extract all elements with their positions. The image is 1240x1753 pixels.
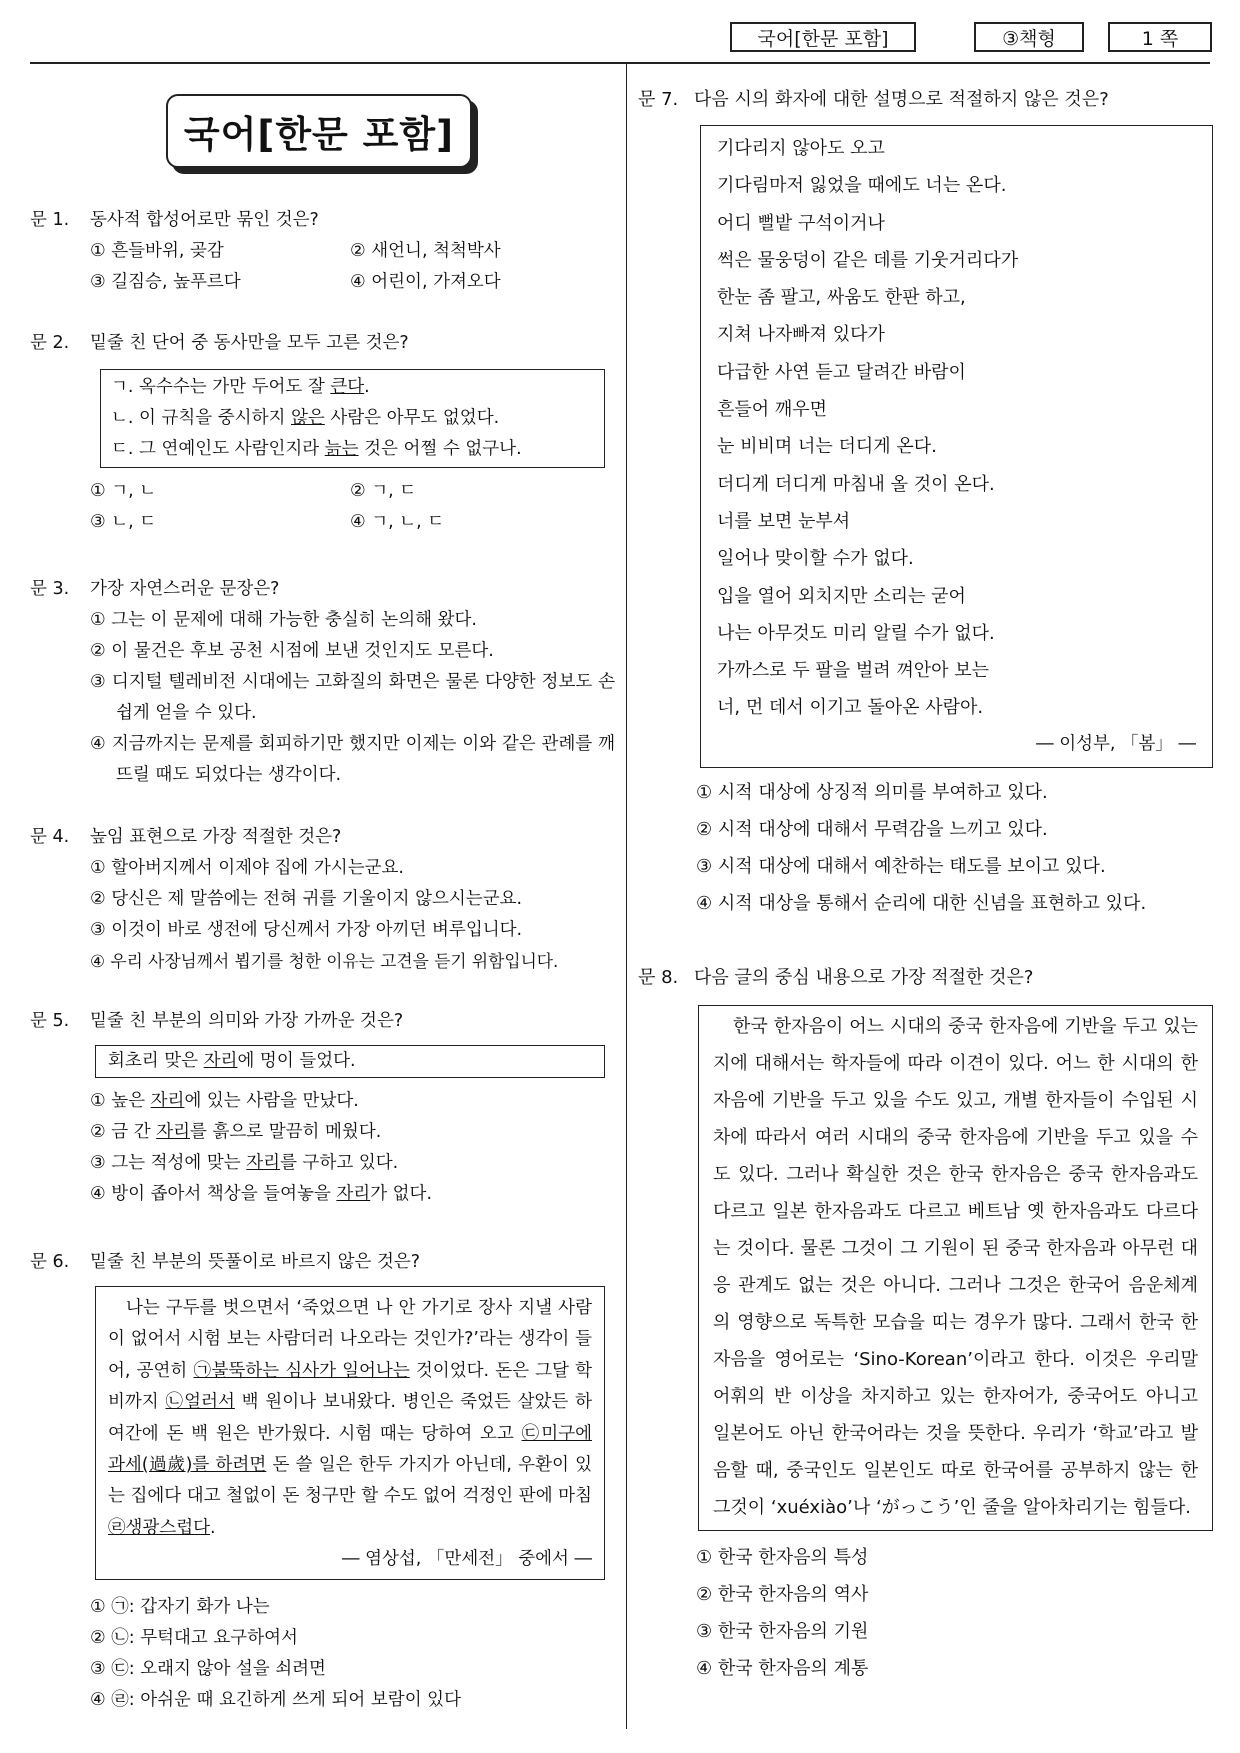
- column-divider: [626, 64, 627, 1729]
- passage-text: 나는 구두를 벗으면서 ‘죽었으면 나 안 가기로 장사 지낼 사람이 없어서 시험 보는 사람더러 나오라는 것인가?’라는 생각이 들어, 공연히 ㉠불뚝하는 심사가 일어나는 것이었다. 돈은 그달 학비까지 ㉡얼러서 백 원이나 보내왔다. 병인은 죽었든 살았든 하여간에 돈 백 원은 반가웠다. 시험 때는 당하여 오고 ㉢미구에 과세(過歲)를 하려면 돈 쓸 일은 한두 가지가 아닌데, 우환이 있는 집에다 대고 철없이 돈 청구만 할 수도 없어 걱정인 판에 마침 ㉣생광스럽다.: [108, 1298, 592, 1538]
- option-3[interactable]: ③ 디지털 텔레비전 시대에는 고화질의 화면은 물론 다양한 정보도 손쉽게 얻을 수 있다.: [90, 672, 615, 723]
- question-prompt: 가장 자연스러운 문장은?: [90, 579, 280, 599]
- question-6: [30, 1247, 615, 1716]
- question-prompt: 밑줄 친 부분의 뜻풀이로 바르지 않은 것은?: [90, 1252, 421, 1272]
- option-2[interactable]: ② 이 물건은 후보 공천 시점에 보낸 것인지도 모른다.: [90, 641, 494, 661]
- question-2: [30, 328, 610, 538]
- option-1[interactable]: ① 그는 이 문제에 대해 가능한 충실히 논의해 왔다.: [90, 610, 477, 630]
- poem-line: 나는 아무것도 미리 알릴 수가 없다.: [717, 622, 995, 644]
- question-prompt: 동사적 합성어로만 묶인 것은?: [90, 210, 319, 230]
- passage-text: 한국 한자음이 어느 시대의 중국 한자음에 기반을 두고 있는지에 대해서는 학자들에 따라 이견이 있다. 어느 한 시대의 한자음에 기반을 두고 있을 수도 있고, 개별 한자들이 수입된 시차에 따라서 여러 시대의 중국 한자음에 기반을 두고 있을 수도 있다. 그러나 확실한 것은 한국 한자음은 중국 한자음과도 다르고 일본 한자음과도 다르고 베트남 옛 한자음과도 다르다는 것이다. 물론 그것이 그 기원이 된 중국 한자음과 아무런 대응 관계도 없는 것은 아니다. 그러나 그것은 한국어 음운체계의 영향으로 독특한 모습을 띠는 경우가 많다. 그래서 한국 한자음을 영어로는 ‘Sino-Korean’이라고 한다. 이것은 우리말 어휘의 반 이상을 차지하고 있는 한자어가, 중국어도 아니고 일본어도 아닌 한국어라는 것을 뜻한다. 우리가 ‘학교’라고 발음할 때, 중국인도 일본인도 따로 한국어를 공부하지 않는 한 그것이 ‘xuéxiào’나 ‘がっこう’인 줄을 알아차리기는 힘들다.: [713, 1016, 1198, 1518]
- poem-line: 다급한 사연 듣고 달려간 바람이: [717, 361, 966, 383]
- question-prompt: 다음 시의 화자에 대한 설명으로 적절하지 않은 것은?: [694, 89, 1109, 110]
- option-4[interactable]: ④ 방이 좁아서 책상을 들여놓을 자리가 없다.: [90, 1184, 433, 1204]
- passage-source: ― 염상섭, 「만세전」 중에서 ―: [342, 1549, 592, 1570]
- question-number: 문 4.: [30, 827, 70, 847]
- question-prompt: 높임 표현으로 가장 적절한 것은?: [90, 827, 342, 847]
- poem-box: [700, 125, 1213, 768]
- option-1[interactable]: ① ㄱ, ㄴ: [90, 481, 157, 501]
- question-prompt: 밑줄 친 부분의 의미와 가장 가까운 것은?: [90, 1011, 404, 1031]
- poem-line: 썩은 물웅덩이 같은 데를 기웃거리다가: [717, 249, 1019, 271]
- poem-line: 눈 비비며 너는 더디게 온다.: [717, 436, 937, 458]
- option-3[interactable]: ③ 그는 적성에 맞는 자리를 구하고 있다.: [90, 1153, 399, 1173]
- option-4[interactable]: ④ 한국 한자음의 계통: [696, 1658, 869, 1679]
- question-number: 문 1.: [30, 210, 70, 230]
- example-box: [100, 369, 605, 468]
- option-3[interactable]: ③ 시적 대상에 대해서 예찬하는 태도를 보이고 있다.: [696, 855, 1106, 877]
- poem-source: ― 이성부, 「봄」 ―: [1036, 733, 1196, 754]
- option-2[interactable]: ② ㄱ, ㄷ: [350, 481, 417, 501]
- option-4[interactable]: ④ 우리 사장님께서 뵙기를 청한 이유는 고견을 듣기 위함입니다.: [90, 951, 559, 971]
- poem-line: 흔들어 깨우면: [717, 399, 828, 421]
- question-8: [638, 962, 1213, 1687]
- poem-line: 지쳐 나자빠져 있다가: [717, 324, 885, 346]
- option-4[interactable]: ④ 어린이, 가져오다: [350, 272, 501, 292]
- header-rule: [30, 62, 1210, 64]
- question-prompt: 밑줄 친 단어 중 동사만을 모두 고른 것은?: [90, 333, 409, 353]
- option-4[interactable]: ④ ㉣: 아쉬운 때 요긴하게 쓰게 되어 보람이 있다: [90, 1690, 461, 1711]
- header-booklet: ③책형: [974, 22, 1084, 52]
- poem-line: 더디게 더디게 마침내 올 것이 온다.: [717, 473, 995, 495]
- question-number: 문 8.: [638, 967, 679, 988]
- passage-box: [698, 1005, 1213, 1531]
- example-item: ㄴ. 이 규칙을 중시하지 않은 사람은 아무도 없었다.: [111, 408, 500, 428]
- question-number: 문 7.: [638, 89, 679, 110]
- example-item: ㄷ. 그 연예인도 사람인지라 늙는 것은 어쩔 수 없구나.: [111, 439, 522, 459]
- option-3[interactable]: ③ 한국 한자음의 기원: [696, 1621, 869, 1642]
- poem-line: 너를 보면 눈부셔: [717, 510, 851, 532]
- option-1[interactable]: ① 한국 한자음의 특성: [696, 1547, 869, 1568]
- question-3: [30, 574, 615, 791]
- option-2[interactable]: ② 시적 대상에 대해서 무력감을 느끼고 있다.: [696, 818, 1048, 840]
- option-2[interactable]: ② ㉡: 무턱대고 요구하여서: [90, 1628, 298, 1649]
- option-1[interactable]: ① 시적 대상에 상징적 의미를 부여하고 있다.: [696, 781, 1048, 803]
- option-3[interactable]: ③ ㉢: 오래지 않아 설을 쇠려면: [90, 1659, 326, 1680]
- header-page: 1 쪽: [1108, 22, 1212, 52]
- poem-line: 기다림마저 잃었을 때에도 너는 온다.: [717, 175, 1007, 197]
- option-1[interactable]: ① 흔들바위, 곶감: [90, 241, 224, 261]
- option-1[interactable]: ① 할아버지께서 이제야 집에 가시는군요.: [90, 858, 404, 878]
- example-box: 회초리 맞은 자리에 멍이 들었다.: [95, 1045, 605, 1078]
- question-number: 문 5.: [30, 1011, 70, 1031]
- option-1[interactable]: ① 높은 자리에 있는 사람을 만났다.: [90, 1091, 359, 1111]
- question-number: 문 3.: [30, 579, 70, 599]
- passage-box: [95, 1286, 605, 1580]
- poem-line: 어디 뻘밭 구석이거나: [717, 212, 885, 234]
- option-4[interactable]: ④ 시적 대상을 통해서 순리에 대한 신념을 표현하고 있다.: [696, 892, 1147, 914]
- option-4[interactable]: ④ 지금까지는 문제를 회피하기만 했지만 이제는 이와 같은 관례를 깨뜨릴 때도 되었다는 생각이다.: [90, 734, 615, 785]
- option-2[interactable]: ② 한국 한자음의 역사: [696, 1584, 869, 1605]
- option-2[interactable]: ② 당신은 제 말씀에는 전혀 귀를 기울이지 않으시는군요.: [90, 889, 523, 909]
- option-1[interactable]: ① ㉠: 갑자기 화가 나는: [90, 1597, 270, 1618]
- question-prompt: 다음 글의 중심 내용으로 가장 적절한 것은?: [694, 967, 1034, 988]
- option-3[interactable]: ③ 이것이 바로 생전에 당신께서 가장 아끼던 벼루입니다.: [90, 920, 523, 940]
- question-number: 문 2.: [30, 333, 70, 353]
- header-subject: 국어[한문 포함]: [730, 22, 916, 52]
- question-5: [30, 1006, 615, 1210]
- poem-line: 입을 열어 외치지만 소리는 굳어: [717, 585, 966, 607]
- question-number: 문 6.: [30, 1252, 70, 1272]
- question-4: [30, 822, 620, 977]
- option-3[interactable]: ③ 길짐승, 높푸르다: [90, 272, 241, 292]
- poem-line: 기다리지 않아도 오고: [717, 138, 885, 159]
- poem-line: 한눈 좀 팔고, 싸움도 한판 하고,: [717, 287, 966, 309]
- example-item: ㄱ. 옥수수는 가만 두어도 잘 큰다.: [111, 377, 370, 397]
- option-2[interactable]: ② 금 간 자리를 흙으로 말끔히 메웠다.: [90, 1122, 382, 1142]
- question-7: [638, 84, 1213, 922]
- page-title: 국어[한문 포함]: [166, 94, 472, 168]
- option-2[interactable]: ② 새언니, 척척박사: [350, 241, 501, 261]
- poem-line: 너, 먼 데서 이기고 돌아온 사람아.: [717, 697, 984, 719]
- question-1: [30, 205, 610, 298]
- option-3[interactable]: ③ ㄴ, ㄷ: [90, 512, 157, 532]
- option-4[interactable]: ④ ㄱ, ㄴ, ㄷ: [350, 512, 445, 532]
- poem-line: 가까스로 두 팔을 벌려 껴안아 보는: [717, 660, 990, 682]
- poem-line: 일어나 맞이할 수가 없다.: [717, 548, 914, 570]
